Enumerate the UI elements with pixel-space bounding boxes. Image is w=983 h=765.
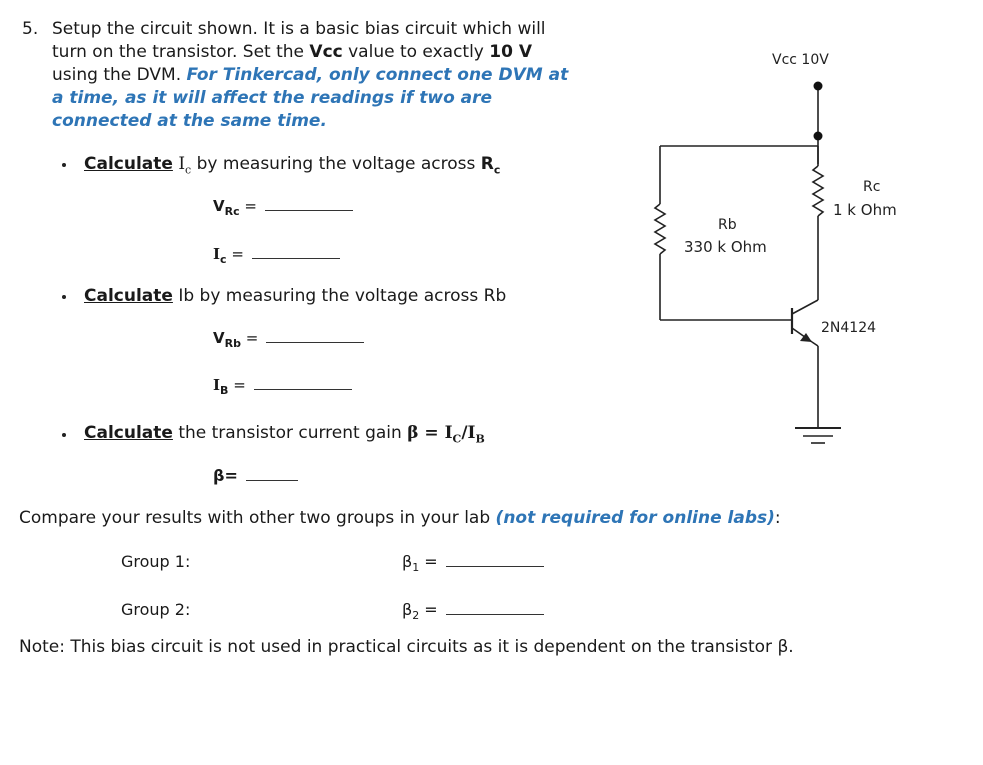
bullet-1-desc: by measuring the voltage across — [191, 154, 481, 174]
rc-symbol: $R_c$ — [480, 154, 501, 177]
vcc-label-circuit: Vcc 10V — [772, 52, 829, 68]
emitter-lead — [812, 342, 818, 346]
bullet-2-desc: Ib by measuring the voltage across Rb — [172, 286, 507, 306]
field-vrc: $V_{Rc}$ = — [213, 196, 353, 218]
question-line-2a: turn on the transistor. Set the — [52, 42, 310, 62]
vrb-answer-blank[interactable] — [266, 328, 364, 343]
rb-value: 330 k Ohm — [684, 238, 767, 256]
question-line-3a: using the DVM. — [52, 65, 187, 85]
question-line-2 — [52, 41, 532, 64]
online-labs-note: (not required for online labs) — [495, 508, 775, 528]
vrc-answer-blank[interactable] — [265, 196, 353, 211]
calculate-1: Calculate — [84, 154, 173, 174]
emitter-arrow-icon — [800, 333, 812, 342]
vcc-node-dot — [814, 82, 823, 91]
tinkercad-note-1: For Tinkercad, only connect one DVM at — [186, 65, 569, 85]
question-line-2b: value to exactly — [342, 42, 490, 62]
transistor-label: 2N4124 — [821, 320, 877, 336]
rc-value: 1 k Ohm — [833, 201, 897, 219]
question-line-3 — [52, 64, 568, 87]
group-2-label: Group 2: — [121, 600, 191, 619]
group-2-answer-blank[interactable] — [446, 600, 544, 615]
footnote: Note: This bias circuit is not used in practical circuits as it is dependent on the transistor β. — [19, 637, 794, 657]
bullet-2-text — [84, 285, 506, 308]
top-node-dot — [814, 132, 823, 141]
rb-resistor — [655, 204, 665, 254]
compare-text: Compare your results with other two groups in your lab (not required for online labs): — [19, 508, 781, 528]
rc-resistor — [813, 166, 823, 216]
group-1-beta: $\beta_1$ = — [402, 552, 544, 574]
group-1-answer-blank[interactable] — [446, 552, 544, 567]
bullet-2 — [62, 295, 66, 299]
transistor-collector — [792, 300, 818, 314]
calculate-2: Calculate — [84, 286, 173, 306]
bullet-3 — [62, 433, 66, 437]
group-1-label: Group 1: — [121, 552, 191, 571]
question-line-1: Setup the circuit shown. It is a basic bias circuit which will — [52, 19, 546, 39]
tinkercad-note-2: a time, as it will affect the readings if two are — [52, 88, 493, 108]
field-ic: $I_c$ = — [213, 244, 340, 266]
bullet-3-desc: the transistor current gain — [172, 423, 408, 443]
tinkercad-note-3: connected at the same time. — [52, 111, 327, 131]
bullet-1-text — [84, 153, 500, 181]
vcc-label: Vcc — [309, 42, 343, 62]
ic-symbol: $I_c$ — [172, 154, 192, 177]
bullet-1 — [62, 163, 66, 167]
beta-formula: $\beta = I_C/I_B$ — [407, 423, 485, 446]
transistor-emitter — [792, 328, 812, 342]
ib-answer-blank[interactable] — [254, 375, 352, 390]
beta-answer-blank[interactable] — [246, 466, 298, 481]
field-ib: $I_B$ = — [213, 375, 352, 397]
field-beta: β= — [213, 466, 298, 485]
question-number: 5. — [22, 19, 39, 39]
rb-name: Rb — [718, 217, 737, 233]
rc-name: Rc — [863, 179, 881, 195]
field-vrb: $V_{Rb}$ = — [213, 328, 364, 350]
vcc-value: 10 V — [489, 42, 533, 62]
bullet-3-text — [84, 422, 485, 450]
group-2-beta: $\beta_2$ = — [402, 600, 544, 622]
ic-answer-blank[interactable] — [252, 244, 340, 259]
calculate-3: Calculate — [84, 423, 173, 443]
